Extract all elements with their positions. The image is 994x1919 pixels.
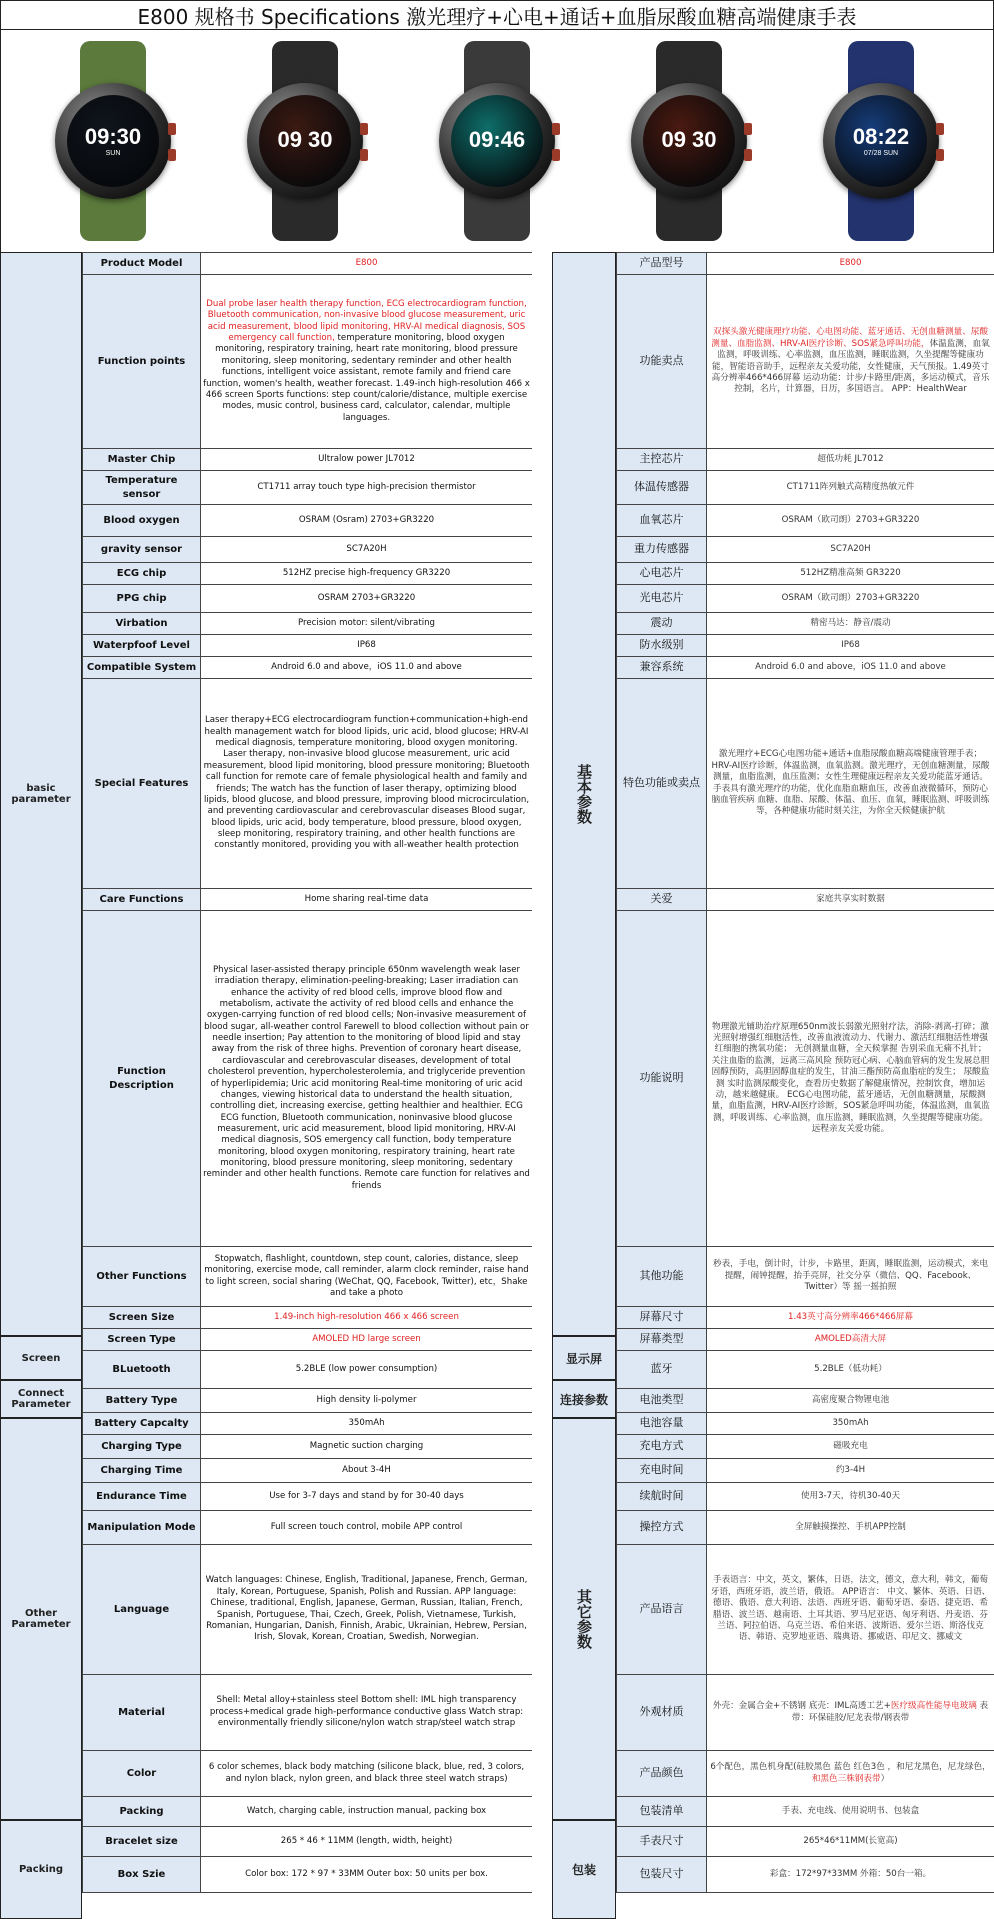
spec-label: Language bbox=[83, 1545, 201, 1675]
spec-row bbox=[617, 1675, 994, 1751]
spec-row bbox=[617, 1459, 994, 1483]
spec-value bbox=[201, 889, 533, 911]
spec-row bbox=[83, 1435, 533, 1459]
spec-row bbox=[83, 679, 533, 889]
spec-label: BLuetooth bbox=[83, 1351, 201, 1389]
spec-label: 光电芯片 bbox=[617, 585, 707, 613]
spec-value-text: Precision motor: silent/vibrating bbox=[298, 617, 435, 628]
spec-value-text: 5.2BLE（低功耗） bbox=[814, 1363, 887, 1374]
spec-label: Box Szie bbox=[83, 1857, 201, 1893]
spec-label: 功能说明 bbox=[617, 911, 707, 1247]
spec-label: 关爱 bbox=[617, 889, 707, 911]
spec-value-text: AMOLED高清大屏 bbox=[814, 1333, 887, 1344]
spec-label: Function points bbox=[83, 275, 201, 449]
spec-row bbox=[617, 1827, 994, 1857]
spec-value bbox=[201, 449, 533, 471]
spec-value-text: 265*46*11MM(长宽高) bbox=[803, 1835, 898, 1846]
spec-value-text: 体温监测，血氧监测，呼吸训练、心率监测，血压监测，睡眠监测，久坐提醒等健康功能，智能语音助手，远程亲友关爱功能，女性健康，天气预报。1.49英寸高分辨率466*466屏幕 运动功能：计步/卡路里/距离，多运动模式，音乐控制，名片，计算器，日历，多国语言。 APP：HealthWear bbox=[711, 338, 990, 395]
spec-row bbox=[83, 471, 533, 505]
spec-label: Temperature sensor bbox=[83, 471, 201, 505]
spec-value bbox=[707, 505, 994, 537]
spec-value bbox=[707, 563, 994, 585]
watch-image bbox=[422, 41, 572, 241]
spec-value-text: OSRAM 2703+GR3220 bbox=[317, 592, 416, 603]
spec-value bbox=[201, 1751, 533, 1797]
spec-row bbox=[83, 563, 533, 585]
spec-row bbox=[83, 1675, 533, 1751]
spec-label: Waterpfoof Level bbox=[83, 635, 201, 657]
spec-row bbox=[83, 1459, 533, 1483]
spec-row bbox=[83, 1351, 533, 1389]
spec-value bbox=[707, 1797, 994, 1827]
spec-row bbox=[617, 1389, 994, 1413]
spec-label: Endurance Time bbox=[83, 1483, 201, 1511]
spec-value bbox=[201, 1329, 533, 1351]
spec-table-english bbox=[82, 252, 533, 1893]
spec-table-chinese bbox=[616, 252, 994, 1893]
spec-label: 震动 bbox=[617, 613, 707, 635]
spec-value bbox=[201, 1675, 533, 1751]
spec-row bbox=[83, 657, 533, 679]
spec-row bbox=[83, 911, 533, 1247]
spec-label: 其他功能 bbox=[617, 1247, 707, 1307]
spec-value-text: 265 * 46 * 11MM (length, width, height) bbox=[280, 1835, 453, 1846]
spec-value-text: 秒表，手电，倒计时，计步，卡路里，距离，睡眠监测，运动模式，来电提醒，闹钟提醒，抬手亮屏，社交分享（微信、QQ、Facebook、Twitter）等 摇一摇拍照 bbox=[712, 1259, 988, 1293]
spec-row bbox=[617, 1413, 994, 1435]
spec-value-text: 激光理疗+ECG心电图功能+通话+血脂尿酸血糖高端健康管理手表；HRV-AI医疗诊断，体温监测，血氧监测。激光理疗，无创血糖测量，尿酸测量，血脂监测，血压监测；女性生理健康远程亲友关爱功能蓝牙通话。 手表具有激光理疗的功能，优化血脂血糖血压，改善血液微循环，预防心脑血管疾病 血糖、血脂、尿酸、体温、血压、血氧，睡眠监测、呼吸训练等，各种健康功能时刻关注，为你全天候健康护航 bbox=[711, 749, 990, 817]
spec-row bbox=[617, 585, 994, 613]
spec-value bbox=[707, 1435, 994, 1459]
spec-label: Blood oxygen bbox=[83, 505, 201, 537]
group-packing-en: Packing bbox=[0, 1820, 82, 1919]
spec-row bbox=[83, 253, 533, 275]
group-packing-zh: 包装 bbox=[552, 1820, 616, 1919]
spec-value-text: CT1711 array touch type high-precision thermistor bbox=[257, 481, 476, 492]
spec-value-text: AMOLED HD large screen bbox=[312, 1333, 421, 1344]
spec-value-prefix: 外壳：金属合金+不锈钢 底壳：IML高透工艺+ bbox=[712, 1701, 891, 1712]
spec-label: Virbation bbox=[83, 613, 201, 635]
spec-label: 外观材质 bbox=[617, 1675, 707, 1751]
spec-label: 产品语言 bbox=[617, 1545, 707, 1675]
spec-label: Other Functions bbox=[83, 1247, 201, 1307]
spec-row bbox=[617, 253, 994, 275]
spec-label: 充电时间 bbox=[617, 1459, 707, 1483]
spec-row bbox=[83, 537, 533, 563]
spec-value-text: Android 6.0 and above，iOS 11.0 and above bbox=[271, 661, 462, 672]
spec-value-text: Home sharing real-time data bbox=[304, 893, 429, 904]
spec-value-text: 超低功耗 JL7012 bbox=[817, 453, 884, 464]
spec-row bbox=[617, 613, 994, 635]
spec-row bbox=[617, 1857, 994, 1893]
spec-label: 包装清单 bbox=[617, 1797, 707, 1827]
spec-row bbox=[617, 505, 994, 537]
spec-value bbox=[707, 1459, 994, 1483]
spec-value bbox=[201, 1827, 533, 1857]
spec-value-text: High density li-polymer bbox=[316, 1394, 417, 1405]
watch-button bbox=[744, 123, 752, 135]
spec-label: 产品颜色 bbox=[617, 1751, 707, 1797]
spec-row bbox=[617, 1751, 994, 1797]
spec-value bbox=[707, 1751, 994, 1797]
spec-label: 产品型号 bbox=[617, 253, 707, 275]
watch-face bbox=[451, 95, 543, 187]
spec-value bbox=[201, 911, 533, 1247]
spec-label: Function Description bbox=[83, 911, 201, 1247]
spec-value-text: 1.49-inch high-resolution 466 x 466 screen bbox=[274, 1311, 459, 1322]
spec-row bbox=[83, 1247, 533, 1307]
spec-value bbox=[707, 537, 994, 563]
group-connect-en: Connect Parameter bbox=[0, 1380, 82, 1418]
spec-value bbox=[707, 1675, 994, 1751]
spec-value-text: Ultralow power JL7012 bbox=[318, 453, 415, 464]
spec-value-text: temperature monitoring, blood oxygen monitoring, respiratory training, heart rate monitoring, blood pressure monitoring, sleep monitoring, sedentary reminder and other health functions, intelligent voice assistant, remote family and friend care function, women's health, weather forecast. 1.49-inch high-resolution 466 x 466 screen Sports functions: step count/calorie/distance, multiple exercise modes, music control, business card, calculator, calendar, multiple languages. bbox=[203, 333, 530, 423]
spec-row bbox=[83, 1545, 533, 1675]
spec-value-text: 全屏触摸操控、手机APP控制 bbox=[795, 1521, 906, 1532]
product-image-strip bbox=[0, 30, 994, 252]
spec-value-text: SC7A20H bbox=[830, 543, 871, 554]
spec-label: Product Model bbox=[83, 253, 201, 275]
spec-value bbox=[707, 1545, 994, 1675]
spec-value bbox=[201, 1351, 533, 1389]
page-title: E800 规格书 Specifications 激光理疗+心电+通话+血脂尿酸血糖高端健康手表 bbox=[0, 0, 994, 30]
watch-date: SUN bbox=[105, 149, 121, 157]
watch-image bbox=[614, 41, 764, 241]
spec-row bbox=[617, 563, 994, 585]
spec-value-text: 512HZ精准高频 GR3220 bbox=[800, 567, 901, 578]
group-basic-en: basic parameter bbox=[0, 252, 82, 1336]
spec-label: Packing bbox=[83, 1797, 201, 1827]
spec-row bbox=[617, 889, 994, 911]
spec-value bbox=[201, 1435, 533, 1459]
spec-value-highlight: Dual probe laser health therapy function, ECG electrocardiogram function, Bluetooth communication, non-invasive blood glucose measurement, uric acid measurement, blood lipid monitoring, HRV-AI medical diagnosis, SOS emergency call function, bbox=[206, 299, 527, 344]
spec-value-text: Shell: Metal alloy+stainless steel Bottom shell: IML high transparency process+medical grade high-performance conductive glass Watch strap: environmentally friendly silicone/nylon watch strap/steel watch strap bbox=[209, 1695, 524, 1729]
spec-label: 屏幕尺寸 bbox=[617, 1307, 707, 1329]
spec-label: Charging Time bbox=[83, 1459, 201, 1483]
spec-label: ECG chip bbox=[83, 563, 201, 585]
spec-value-text: Use for 3-7 days and stand by for 30-40 days bbox=[269, 1490, 464, 1501]
spec-row bbox=[617, 471, 994, 505]
watch-time: 09:30 bbox=[84, 123, 142, 149]
spec-value-text: IP68 bbox=[357, 639, 376, 650]
spec-row bbox=[617, 1329, 994, 1351]
spec-value-text: Android 6.0 and above，iOS 11.0 and above bbox=[755, 661, 946, 672]
spec-value bbox=[707, 889, 994, 911]
spec-value-text: 彩盒：172*97*33MM 外箱：50台一箱。 bbox=[769, 1868, 932, 1879]
spec-value bbox=[707, 1389, 994, 1413]
watch-time: 09 30 bbox=[661, 127, 717, 152]
spec-value bbox=[201, 657, 533, 679]
spec-row bbox=[83, 1307, 533, 1329]
spec-value-text: 350mAh bbox=[348, 1417, 385, 1428]
watch-image bbox=[806, 41, 956, 241]
spec-value bbox=[707, 449, 994, 471]
spec-label: 防水级别 bbox=[617, 635, 707, 657]
spec-row bbox=[617, 1483, 994, 1511]
spec-value bbox=[201, 1307, 533, 1329]
spec-value-text: SC7A20H bbox=[346, 543, 387, 554]
spec-row bbox=[83, 1483, 533, 1511]
spec-value bbox=[707, 1413, 994, 1435]
spec-value-text: 手表语言：中文，英文，繁体，日语，法文，德文，意大利，韩文，葡萄牙语，西班牙语，波兰语，俄语。 APP语言： 中文、繁体、英语、日语、德语、俄语、意大利语、法语、西班牙语、葡萄牙语、泰语、捷克语、希腊语、波兰语、越南语、土耳其语、罗马尼亚语、匈牙利语、丹麦语、芬兰语、阿拉伯语、乌克兰语、希伯来语、波斯语、爱尔兰语、斯洛伐克语、韩语、克罗地亚语、瑞典语、挪威语、印尼文、挪威文 bbox=[710, 1575, 991, 1643]
spec-value bbox=[201, 585, 533, 613]
spec-value-text: IP68 bbox=[841, 639, 860, 650]
spec-row bbox=[83, 1389, 533, 1413]
spec-value-text: Magnetic suction charging bbox=[309, 1440, 424, 1451]
watch-button bbox=[168, 149, 176, 161]
spec-row bbox=[617, 1351, 994, 1389]
spec-value bbox=[707, 471, 994, 505]
spec-value-text: 精密马达：静音/震动 bbox=[810, 617, 891, 628]
spec-row bbox=[83, 505, 533, 537]
spec-row bbox=[83, 1413, 533, 1435]
spec-value bbox=[707, 253, 994, 275]
spec-row bbox=[83, 635, 533, 657]
spec-value-text: CT1711阵列触式高精度热敏元件 bbox=[786, 481, 915, 492]
spec-value bbox=[707, 1247, 994, 1307]
watch-time: 08:22 bbox=[852, 123, 910, 149]
spec-value bbox=[201, 471, 533, 505]
spec-label: Charging Type bbox=[83, 1435, 201, 1459]
spec-row bbox=[83, 1827, 533, 1857]
group-screen-zh: 显示屏 bbox=[552, 1336, 616, 1380]
spec-value bbox=[707, 1857, 994, 1893]
spec-value bbox=[201, 1797, 533, 1827]
spec-value bbox=[201, 613, 533, 635]
watch-button bbox=[552, 149, 560, 161]
group-basic-zh: 基本参数 bbox=[552, 252, 616, 1336]
spec-row bbox=[83, 585, 533, 613]
watch-image bbox=[230, 41, 380, 241]
spec-value-text: 5.2BLE (low power consumption) bbox=[295, 1363, 438, 1374]
spec-value-text: 手表、充电线、使用说明书、包装盒 bbox=[781, 1805, 920, 1816]
spec-value-highlight: 双探头激光健康理疗功能、心电图功能、蓝牙通话、无创血糖测量、尿酸测量、血脂监测、HRV-AI医疗诊断、SOS紧急呼叫功能， bbox=[711, 327, 988, 349]
spec-value-text: E800 bbox=[839, 257, 862, 268]
spec-value bbox=[707, 1329, 994, 1351]
spec-row bbox=[83, 275, 533, 449]
spec-value bbox=[201, 275, 533, 449]
spec-value bbox=[707, 613, 994, 635]
spec-value-text: OSRAM (Osram) 2703+GR3220 bbox=[298, 514, 435, 525]
watch-time: 09 30 bbox=[277, 127, 333, 152]
spec-row bbox=[617, 657, 994, 679]
spec-row bbox=[83, 1329, 533, 1351]
spec-label: 续航时间 bbox=[617, 1483, 707, 1511]
spec-row bbox=[617, 1435, 994, 1459]
watch-image bbox=[38, 41, 188, 241]
spec-label: Special Features bbox=[83, 679, 201, 889]
watch-face bbox=[835, 95, 927, 187]
spec-value bbox=[707, 657, 994, 679]
spec-value-text: 表带：环保硅胶/尼龙表带/钢表带 bbox=[791, 1701, 989, 1723]
watch-time: 09:46 bbox=[468, 127, 526, 152]
spec-value-text: 物理激光辅助治疗原理650nm波长弱激光照射疗法，消除-剥离-打碎；激光照射增强红细胞活性，改善血液流动力、代谢力、激活红细胞活性增强红细胞的携氧功能； 无创测量血糖，全天候掌握 告别采血无痛不扎针； 关注血脂的监测，远离三高风险 预防冠心病、心脑血管病的发生发展总胆固醇预防，高胆固醇血症的发生，甘油三酯预防高血脂症的发生； 尿酸监测 实时监测尿酸变化，查看历史数据了解健康情况，控制饮食，增加运动，越来越健康。 ECG心电图功能，蓝牙通话，无创血糖测量，尿酸测量，血脂监测，HRV-AI医疗诊断，SOS紧急呼叫功能，体温监测，血氧监测，呼吸训练、心率监测，血压监测，睡眠监测，久坐提醒等健康功能。 远程亲友关爱功能。 bbox=[711, 1021, 990, 1134]
spec-row bbox=[617, 1247, 994, 1307]
spec-label: 蓝牙 bbox=[617, 1351, 707, 1389]
spec-label: 包装尺寸 bbox=[617, 1857, 707, 1893]
spec-value bbox=[707, 679, 994, 889]
spec-value-text: Color box: 172 * 97 * 33MM Outer box: 50 units per box. bbox=[245, 1868, 488, 1879]
group-other-en: Other Parameter bbox=[0, 1418, 82, 1820]
watch-button bbox=[168, 123, 176, 135]
group-other-zh: 其它参数 bbox=[552, 1418, 616, 1820]
spec-value-text: About 3-4H bbox=[342, 1464, 391, 1475]
spec-value-text: ） bbox=[880, 1773, 890, 1784]
spec-value-text: Watch, charging cable, instruction manual, packing box bbox=[246, 1805, 487, 1816]
spec-value bbox=[201, 1511, 533, 1545]
spec-row bbox=[83, 449, 533, 471]
spec-row bbox=[617, 635, 994, 657]
spec-value bbox=[707, 635, 994, 657]
spec-value bbox=[707, 1307, 994, 1329]
spec-value-text: 磁吸充电 bbox=[833, 1440, 868, 1451]
spec-value-text: 1.43英寸高分辨率466*466屏幕 bbox=[788, 1311, 913, 1322]
spec-label: 血氧芯片 bbox=[617, 505, 707, 537]
spec-row bbox=[617, 537, 994, 563]
spec-value-text: E800 bbox=[355, 257, 378, 268]
spec-value bbox=[201, 1413, 533, 1435]
spec-row bbox=[83, 613, 533, 635]
spec-label: PPG chip bbox=[83, 585, 201, 613]
spec-value-text: OSRAM（欧司朗）2703+GR3220 bbox=[781, 592, 920, 603]
group-screen-en: Screen bbox=[0, 1336, 82, 1380]
spec-label: 电池容量 bbox=[617, 1413, 707, 1435]
spec-row bbox=[617, 911, 994, 1247]
spec-value bbox=[201, 253, 533, 275]
spec-value bbox=[201, 1483, 533, 1511]
spec-value-text: 高密度聚合物锂电池 bbox=[811, 1394, 890, 1405]
spec-value bbox=[707, 585, 994, 613]
spec-value bbox=[201, 1545, 533, 1675]
watch-button bbox=[360, 149, 368, 161]
spec-value bbox=[707, 911, 994, 1247]
watch-button bbox=[936, 123, 944, 135]
spec-label: Manipulation Mode bbox=[83, 1511, 201, 1545]
spec-label: Material bbox=[83, 1675, 201, 1751]
spec-row bbox=[617, 449, 994, 471]
spec-row bbox=[83, 1797, 533, 1827]
spec-value-text: Watch languages: Chinese, English, Traditional, Japanese, French, German, Italy, Korean, Portuguese, Spanish, Polish and Russian. APP language: Chinese, traditional, English, Japanese, German, Russian, Italian, French, Spanish, Portuguese, Thai, Czech, Greek, Polish, Vietnamese, Turkish, Romanian, Hungarian, Danish, Finnish, Arabic, Ukrainian, Hebrew, Persian, Irish, Slovak, Korean, Croatian, Swedish, Norwegian. bbox=[205, 1575, 528, 1643]
spec-value-prefix: 6个配色，黑色机身配(硅胶黑色 蓝色 红色3色 ，和尼龙黑色，尼龙绿色， bbox=[710, 1762, 991, 1773]
spec-label: Compatible System bbox=[83, 657, 201, 679]
spec-label: Screen Type bbox=[83, 1329, 201, 1351]
spec-value-text: 使用3-7天，待机30-40天 bbox=[800, 1490, 901, 1501]
spec-row bbox=[617, 679, 994, 889]
spec-value-highlight: 和黑色三株钢表带 bbox=[811, 1773, 881, 1784]
spec-label: Care Functions bbox=[83, 889, 201, 911]
spec-value-text: Full screen touch control, mobile APP control bbox=[270, 1521, 463, 1532]
spec-label: 兼容系统 bbox=[617, 657, 707, 679]
spec-value bbox=[201, 563, 533, 585]
spec-label: 主控芯片 bbox=[617, 449, 707, 471]
spec-label: 功能卖点 bbox=[617, 275, 707, 449]
watch-button bbox=[360, 123, 368, 135]
watch-face bbox=[643, 95, 735, 187]
spec-label: 电池类型 bbox=[617, 1389, 707, 1413]
watch-button bbox=[936, 149, 944, 161]
spec-label: Color bbox=[83, 1751, 201, 1797]
spec-value bbox=[707, 275, 994, 449]
watch-button bbox=[744, 149, 752, 161]
spec-row bbox=[83, 1511, 533, 1545]
spec-value-text: 512HZ precise high-frequency GR3220 bbox=[282, 567, 451, 578]
spec-row bbox=[83, 1751, 533, 1797]
spec-value bbox=[201, 1247, 533, 1307]
spec-row bbox=[83, 1857, 533, 1893]
spec-value bbox=[707, 1511, 994, 1545]
spec-label: Battery Type bbox=[83, 1389, 201, 1413]
spec-row bbox=[617, 1545, 994, 1675]
spec-row bbox=[617, 1797, 994, 1827]
spec-value-text: Stopwatch, flashlight, countdown, step count, calories, distance, sleep monitoring, exercise mode, call reminder, alarm clock reminder, raise hand to light screen, social sharing (WeChat, QQ, Facebook, Twitter), etc，Shake and take a photo bbox=[204, 1253, 529, 1298]
spec-value-text: Laser therapy+ECG electrocardiogram function+communication+high-end health management watch for blood lipids, uric acid, blood glucose; HRV-AI medical diagnosis, temperature monitoring, blood oxygen monitoring. Laser therapy, non-invasive blood glucose measurement, uric acid measurement, blood lipid monitoring, blood pressure monitoring; Bluetooth call function for remote care of female physiological health and family and friends; The watch has the function of laser therapy, optimizing blood lipids, blood glucose, and blood pressure, improving blood microcirculation, and preventing cardiovascular and cerebrovascular diseases Blood sugar, blood lipids, uric acid, body temperature, blood pressure, blood oxygen, sleep monitoring, respiratory training, and other health functions are constantly monitored, providing you with all-weather health protection bbox=[203, 715, 530, 851]
spec-value bbox=[201, 679, 533, 889]
spec-row bbox=[617, 275, 994, 449]
spec-value bbox=[707, 1827, 994, 1857]
spec-value-text: 家庭共享实时数据 bbox=[816, 893, 885, 904]
spec-value bbox=[707, 1483, 994, 1511]
watch-button bbox=[552, 123, 560, 135]
spec-row bbox=[83, 889, 533, 911]
group-connect-zh: 连接参数 bbox=[552, 1380, 616, 1418]
spec-label: 特色功能或卖点 bbox=[617, 679, 707, 889]
spec-label: gravity sensor bbox=[83, 537, 201, 563]
watch-date: 07/28 SUN bbox=[863, 149, 899, 157]
spec-value-text: Physical laser-assisted therapy principle 650nm wavelength weak laser irradiation therapy, elimination-peeling-breaking; Laser irradiation can enhance the activity of red blood cells, improve blood flow and metabolism, activate the activity of red blood cells and enhance the oxygen-carrying function of red blood cells; Non-invasive measurement of blood sugar, all-weather control Farewell to blood collection without pain or needle insertion; Pay attention to the monitoring of blood lipid and stay away from the risk of three highs. Prevention of coronary heart disease, cardiovascular and cerebrovascular diseases, development of total cholesterol prevention, hypercholesterolemia, and triglyceride prevention of hyperlipidemia; Uric acid monitoring Real-time monitoring of uric acid changes, viewing historical data to understand the health situation, controlling diet, increasing exercise, getting healthier and healthier. ECG ECG function, Bluetooth communication, noninvasive blood glucose measurement, uric acid measurement, blood lipid monitoring, HRV-AI medical diagnosis, SOS emergency call function, body temperature monitoring, blood oxygen monitoring, respiratory training, heart rate monitoring, blood pressure monitoring, sleep monitoring, sedentary reminder and other health functions. Remote care function for relatives and friends bbox=[203, 965, 530, 1191]
spec-label: Master Chip bbox=[83, 449, 201, 471]
spec-label: 充电方式 bbox=[617, 1435, 707, 1459]
spec-label: Battery Capcalty bbox=[83, 1413, 201, 1435]
spec-value bbox=[201, 1459, 533, 1483]
table-gap bbox=[532, 252, 552, 1919]
watch-face bbox=[67, 95, 159, 187]
spec-label: 重力传感器 bbox=[617, 537, 707, 563]
spec-value-text: 6 color schemes, black body matching (silicone black, blue, red, 3 colors, and nylon black, nylon green, and black three steel watch straps) bbox=[208, 1762, 525, 1784]
spec-label: Bracelet size bbox=[83, 1827, 201, 1857]
spec-label: 体温传感器 bbox=[617, 471, 707, 505]
spec-value-text: 350mAh bbox=[832, 1417, 869, 1428]
spec-value bbox=[707, 1351, 994, 1389]
spec-value bbox=[201, 635, 533, 657]
spec-value bbox=[201, 1389, 533, 1413]
spec-label: 屏幕类型 bbox=[617, 1329, 707, 1351]
spec-row bbox=[617, 1511, 994, 1545]
spec-label: 心电芯片 bbox=[617, 563, 707, 585]
spec-value bbox=[201, 537, 533, 563]
spec-value bbox=[201, 505, 533, 537]
spec-value bbox=[201, 1857, 533, 1893]
spec-value-text: OSRAM（欧司朗）2703+GR3220 bbox=[781, 514, 920, 525]
spec-row bbox=[617, 1307, 994, 1329]
watch-face bbox=[259, 95, 351, 187]
spec-value-highlight: 医疗级高性能导电玻璃 bbox=[890, 1701, 977, 1712]
spec-label: 手表尺寸 bbox=[617, 1827, 707, 1857]
spec-label: Screen Size bbox=[83, 1307, 201, 1329]
spec-value-text: 约3-4H bbox=[835, 1464, 866, 1475]
spec-label: 操控方式 bbox=[617, 1511, 707, 1545]
